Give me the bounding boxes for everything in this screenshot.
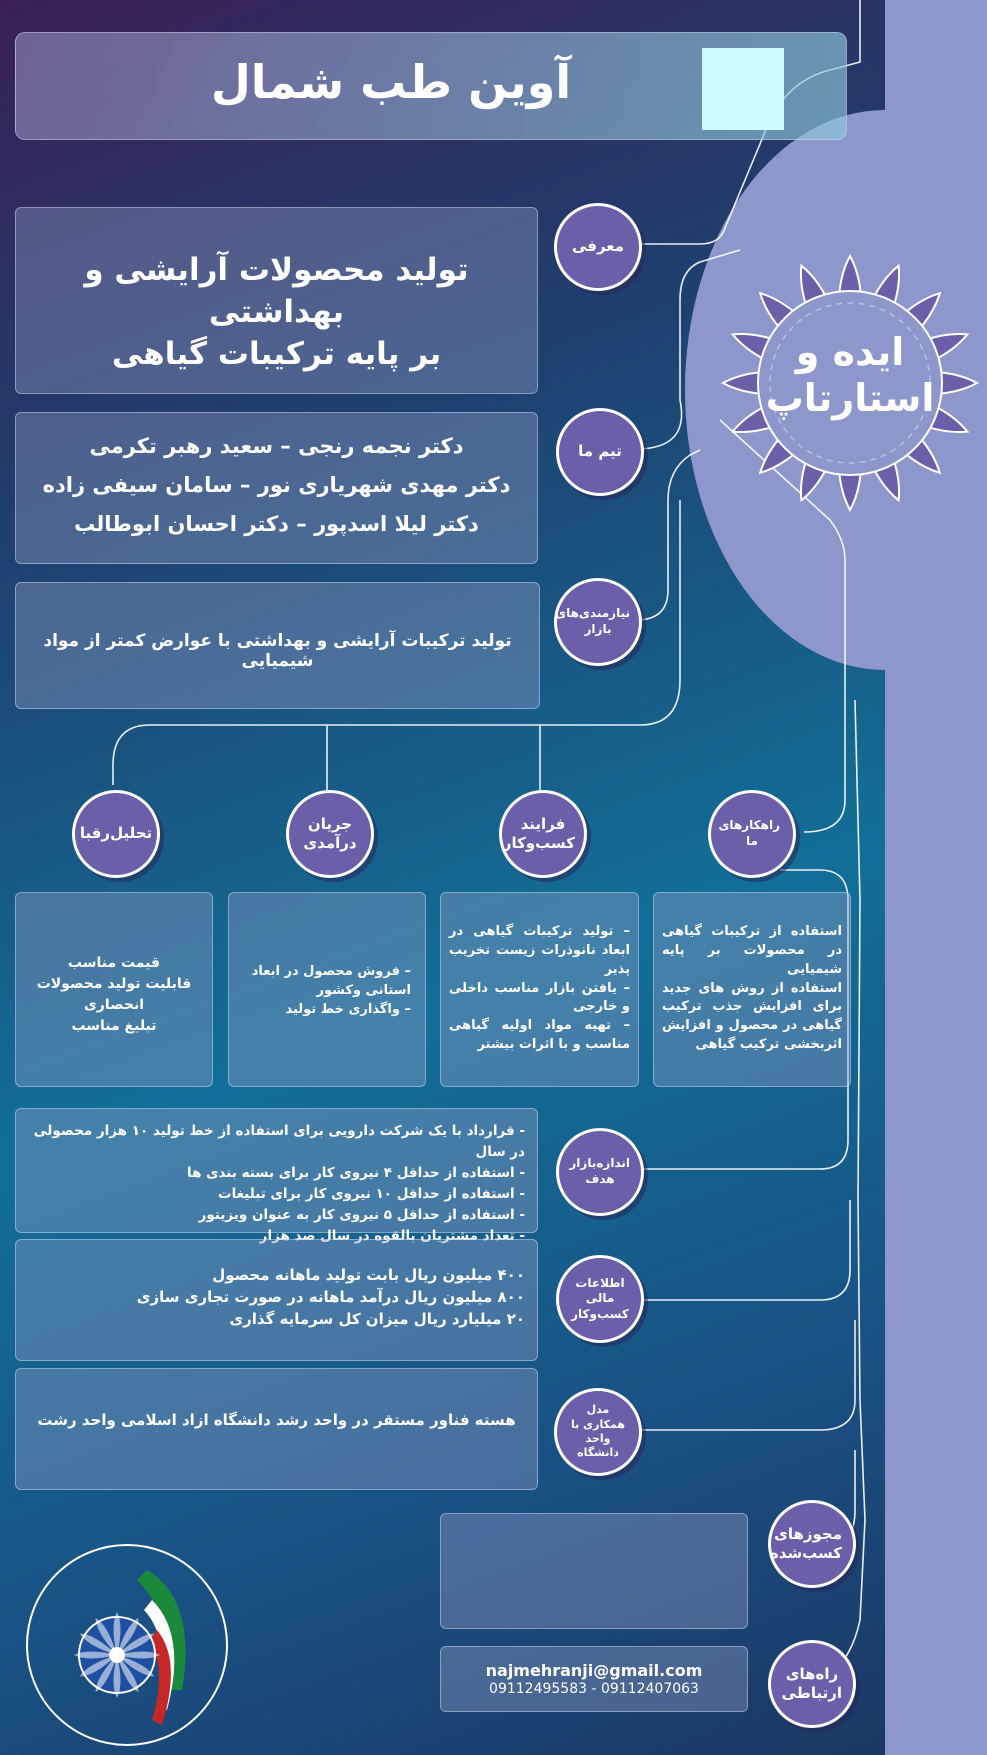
process-panel bbox=[440, 892, 639, 1087]
team-member-3: دکتر لیلا اسدپور – دکتر احسان ابوطالب bbox=[74, 511, 479, 536]
team-badge bbox=[556, 408, 644, 496]
target-market-line: - تعداد مشتریان بالقوه در سال صد هزار bbox=[259, 1227, 525, 1244]
team-member-2: دکتر مهدی شهریاری نور – سامان سیفی زاده bbox=[42, 472, 511, 497]
competitors-list bbox=[16, 953, 212, 1037]
cooperation-text: هسته فناور مستقر در واحد رشد دانشگاه ازاد اسلامی واحد رشت bbox=[37, 1411, 516, 1429]
market-needs-text: تولید ترکیبات آرایشی و بهداشتی با عوارض کمتر از مواد شیمیایی bbox=[43, 631, 512, 671]
financial-list bbox=[16, 1265, 537, 1330]
solutions-label: راهکارهای ما bbox=[718, 818, 780, 848]
market-needs-panel bbox=[15, 582, 540, 709]
market-needs-badge bbox=[554, 578, 642, 666]
process-line: – تولید ترکیبات گیاهی در ابعاد نانوذرات زیست تخریب پذیر bbox=[449, 924, 630, 977]
solutions-line: استفاده از ترکیبات گیاهی در محصولات بر پایه شیمیایی bbox=[662, 924, 842, 977]
licenses-badge bbox=[768, 1500, 856, 1588]
financial-line: ۲۰ میلیارد ریال میزان کل سرمایه گذاری bbox=[229, 1309, 525, 1328]
contact-phones: 09112495583 - 09112407063 bbox=[489, 1681, 699, 1697]
competitors-line: قیمت مناسب bbox=[67, 955, 161, 971]
market-needs-label: نیازمندی‌های بازار bbox=[555, 606, 630, 636]
intro-panel bbox=[15, 207, 538, 394]
contact-email[interactable]: najmehranji@gmail.com bbox=[485, 1661, 703, 1680]
solutions-list bbox=[654, 923, 850, 1055]
team-label: تیم ما bbox=[578, 442, 622, 461]
team-member-1: دکتر نجمه رنجی – سعید رهبر تکرمی bbox=[89, 434, 464, 458]
intro-label: معرفی bbox=[571, 237, 625, 256]
solutions-panel bbox=[653, 892, 851, 1087]
hero-line-1: ایده و bbox=[795, 330, 905, 374]
competitors-panel bbox=[15, 892, 213, 1087]
target-market-line: - استفاده از حداقل ۵ نیروی کار به عنوان ویزیتور bbox=[198, 1206, 525, 1223]
page-title: آوین طب شمال bbox=[210, 55, 572, 109]
contact-info bbox=[441, 1661, 747, 1699]
target-market-list bbox=[16, 1121, 537, 1247]
financial-label: اطلاعات مالی کسب‌وکار bbox=[571, 1275, 629, 1321]
intro-line-2: بر پایه ترکیبات گیاهی bbox=[111, 335, 442, 372]
licenses-label: مجوزهای کسب‌شده bbox=[769, 1524, 842, 1562]
financial-line: ۸۰۰ میلیون ریال درآمد ماهانه در صورت تجاری سازی bbox=[136, 1287, 525, 1306]
university-seal bbox=[22, 1540, 232, 1750]
process-list bbox=[441, 923, 638, 1055]
target-market-label: اندازه‌بازار هدف bbox=[569, 1156, 630, 1186]
cooperation-label: مدل همکاری با واحد دانشگاه bbox=[570, 1403, 626, 1460]
cooperation-panel bbox=[15, 1368, 538, 1490]
target-market-badge bbox=[556, 1128, 644, 1216]
contact-panel bbox=[440, 1646, 748, 1712]
hero-line-2: استارتاپ bbox=[765, 375, 935, 420]
financial-line: ۴۰۰ میلیون ریال بابت تولید ماهانه محصول bbox=[212, 1266, 525, 1284]
process-badge bbox=[499, 790, 587, 878]
competitors-line: قابلیت تولید محصولات انحصاری bbox=[36, 976, 192, 1013]
target-market-line: - قرارداد با یک شرکت دارویی برای استفاده از خط تولید ۱۰ هزار محصولی در سال bbox=[33, 1123, 525, 1160]
process-line: – یافتن بازار مناسب داخلی و خارجی bbox=[449, 980, 630, 1015]
revenue-label: جریان درآمدی bbox=[303, 814, 357, 852]
revenue-badge bbox=[286, 790, 374, 878]
financial-badge bbox=[556, 1255, 644, 1343]
revenue-list bbox=[229, 963, 425, 1020]
intro-badge bbox=[554, 203, 642, 291]
logo-square bbox=[702, 48, 784, 130]
target-market-line: - استفاده از حداقل ۱۰ نیروی کار برای تبلیغات bbox=[218, 1185, 525, 1202]
process-label: فرایند کسب‌وکار bbox=[502, 814, 575, 852]
hero-title bbox=[705, 330, 987, 421]
team-panel bbox=[15, 412, 538, 564]
target-market-panel bbox=[15, 1108, 538, 1244]
solutions-line: استفاده از روش های جدید برای افزایش جذب ترکیب گیاهی در محصول و افزایش اثربخشی ترکیب گیاهی bbox=[662, 980, 842, 1053]
revenue-line: – فروش محصول در ابعاد استانی وکشور bbox=[251, 964, 411, 998]
process-line: – تهیه مواد اولیه گیاهی مناسب و با اثرات بیشتر bbox=[449, 1018, 630, 1053]
intro-line-1: تولید محصولات آرایشی و بهداشتی bbox=[84, 252, 469, 330]
team-members bbox=[16, 427, 537, 544]
contact-badge bbox=[768, 1640, 856, 1728]
contact-label: راه‌های ارتباطی bbox=[781, 1664, 842, 1702]
financial-panel bbox=[15, 1239, 538, 1361]
revenue-line: – واگذاری خط تولید bbox=[285, 1001, 411, 1017]
licenses-panel bbox=[440, 1513, 748, 1629]
competitors-label: تحلیل‌رقبا bbox=[79, 824, 153, 843]
cooperation-badge bbox=[554, 1388, 642, 1476]
competitors-badge bbox=[72, 790, 160, 878]
revenue-panel bbox=[228, 892, 426, 1087]
target-market-line: - استفاده از حداقل ۴ نیروی کار برای بسته بندی ها bbox=[187, 1164, 525, 1181]
solutions-badge bbox=[708, 790, 796, 878]
competitors-line: تبلیغ مناسب bbox=[71, 1018, 157, 1034]
